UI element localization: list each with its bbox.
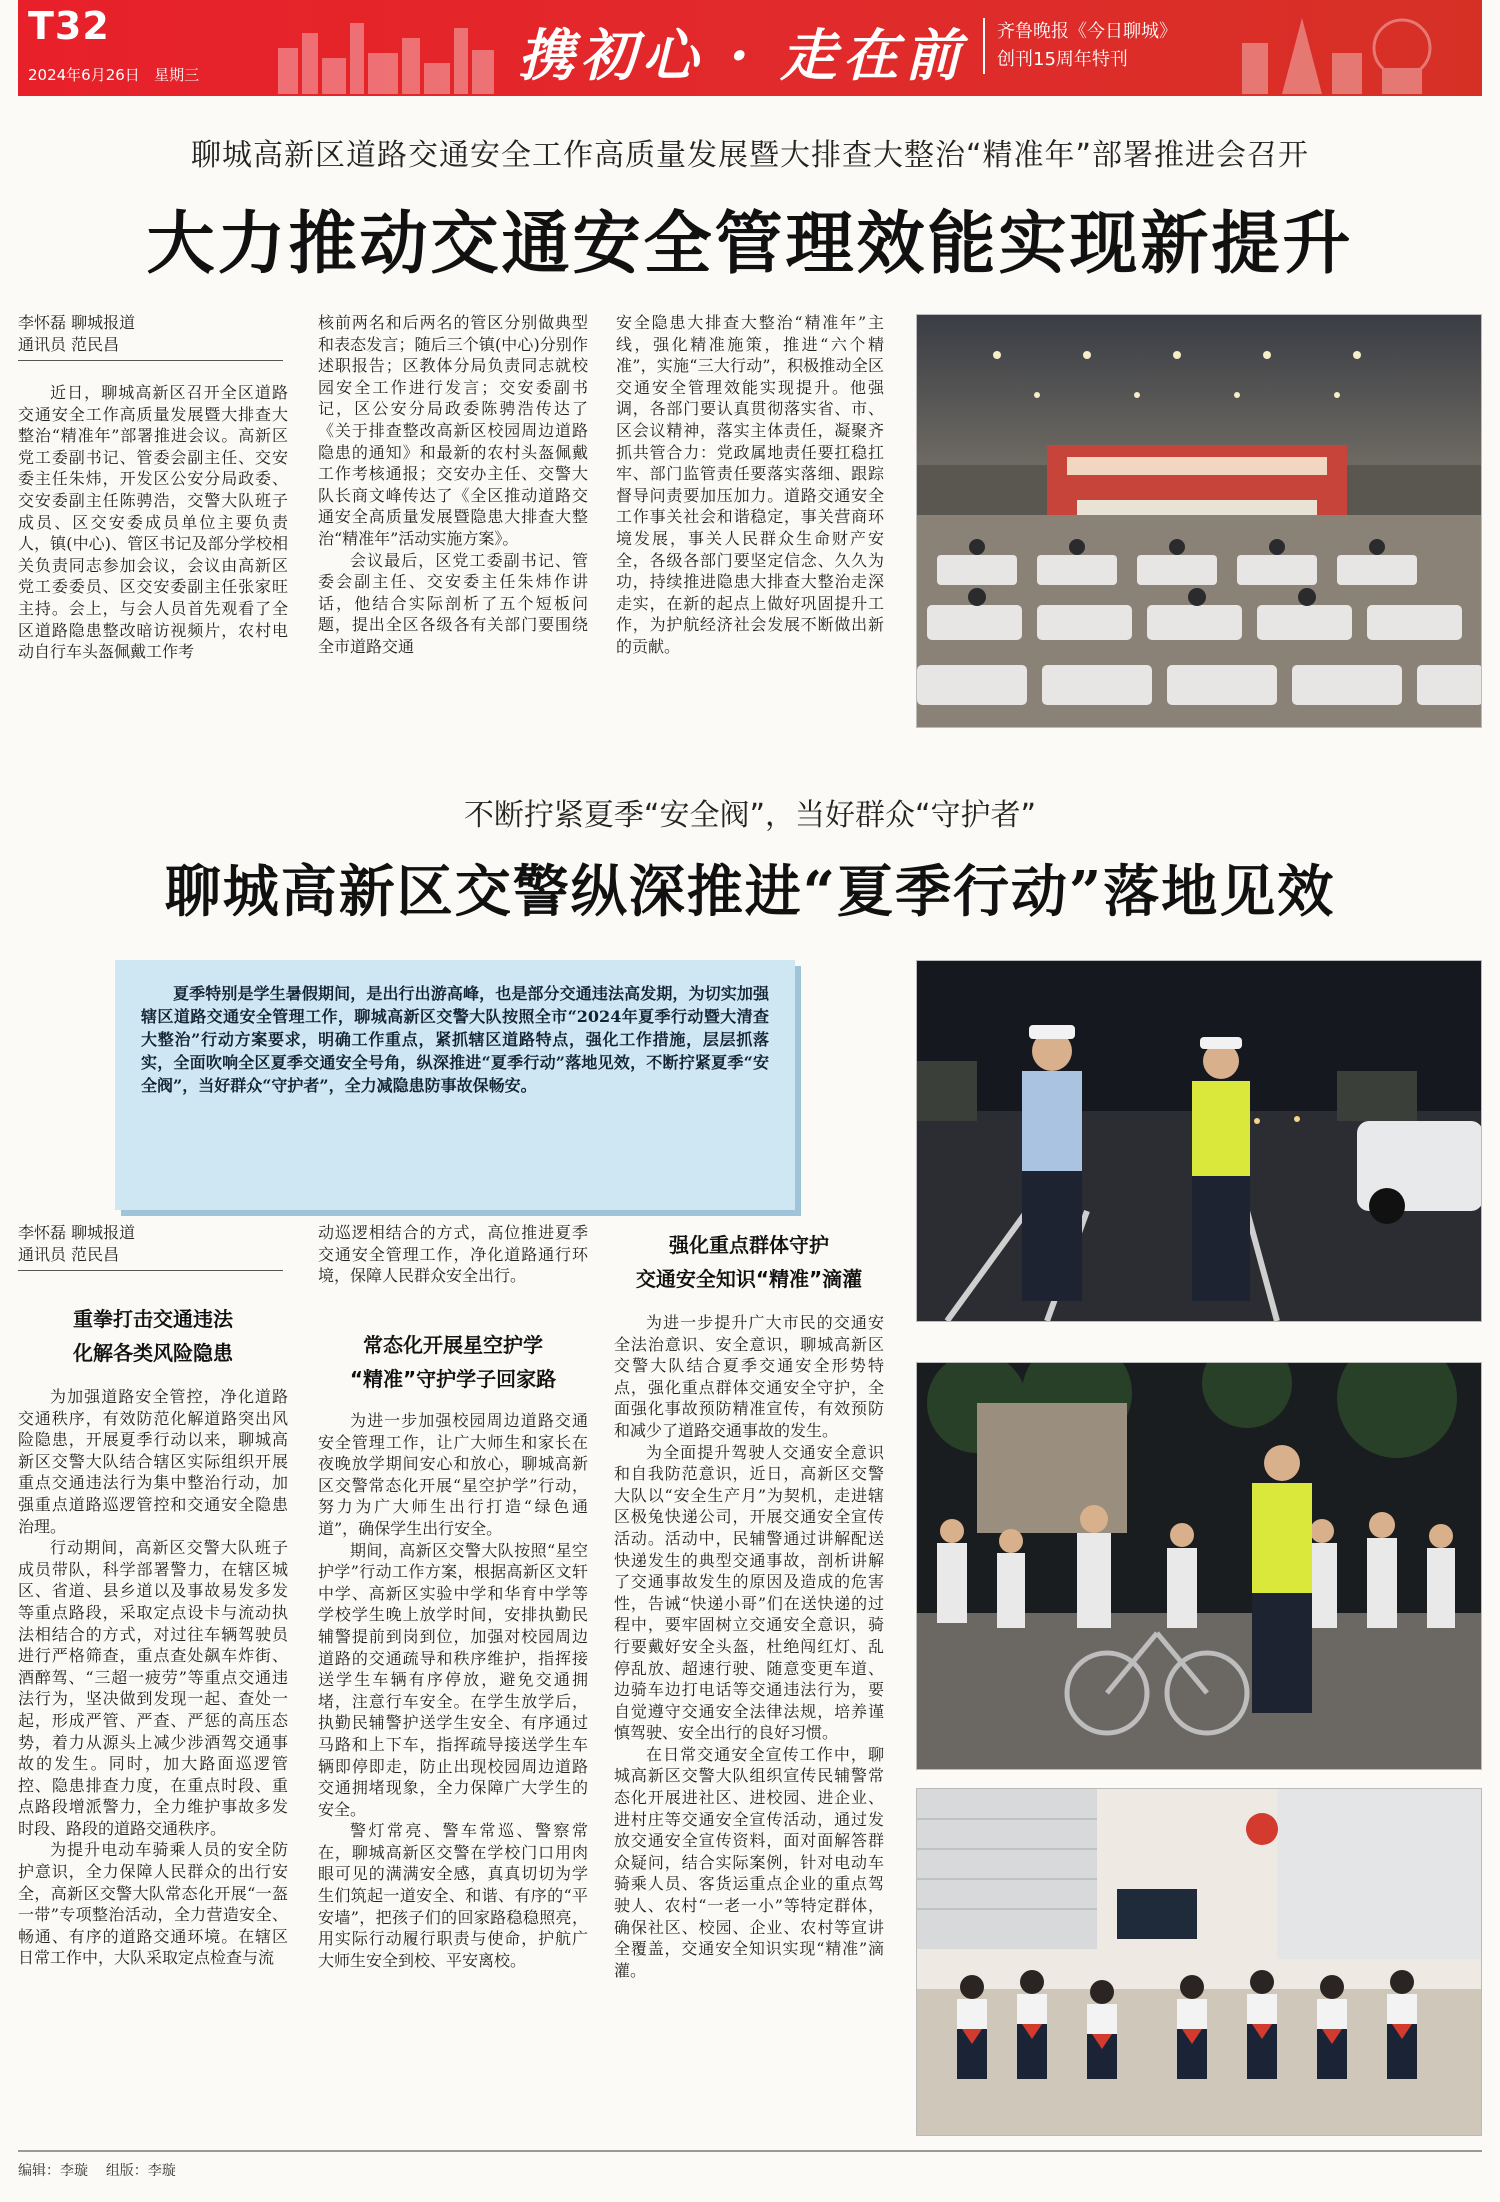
paragraph: 期间，高新区交警大队按照“星空护学”行动工作方案，根据高新区文轩中学、高新区实验中学和华育中学等学校学生晚上放学时间，安排执勤民辅警提前到岗到位，加强对校园周边道路的交通疏导和秩序维护，指挥接送学生车辆有序停放，避免交通拥堵，注意行车安全。在学生放学后，执勤民辅警护送学生安全、有序通过马路和上下车，指挥疏导接送学生车辆即停即走，防止出现校园周边道路交通拥堵现象，全力保障广大学生的安全。 bbox=[318, 1540, 588, 1819]
paragraph: 近日，聊城高新区召开全区道路交通安全工作高质量发展暨大排查大整治“精准年”部署推进会议。高新区党工委副书记、管委会副主任、交安委主任朱炜，开发区公安分局政委、交安委副主任陈骋浩，交警大队班子成员、区交安委成员单位主要负责人，镇(中心)、管区书记及部分学校相关负责同志参加会议，会议由高新区党工委委员、区交安委副主任张家旺主持。会上，与会人员首先观看了全区道路隐患整改暗访视频片，农村电动自行车头盔佩戴工作考 bbox=[18, 383, 288, 662]
article2-column-1 bbox=[18, 1386, 288, 2140]
lead-paragraph: 夏季特别是学生暑假期间，是出行出游高峰，也是部分交通违法高发期，为切实加强辖区道路交通安全管理工作，聊城高新区交警大队按照全市“2024年夏季行动暨大清查大整治”行动方案要求，明确工作重点，紧抓辖区道路特点，强化工作措施，层层抓落实，全面吹响全区夏季交通安全号角，纵深推进“夏季行动”落地见效，不断拧紧夏季“安全阀”，当好群众“守护者”，全力减隐患防事故保畅安。 bbox=[141, 984, 769, 1095]
traffic-police-night-photo bbox=[916, 960, 1482, 1322]
issue-date bbox=[28, 64, 199, 85]
subhead-line: 化解各类风险隐患 bbox=[73, 1341, 233, 1365]
masthead-slogan: 携初心 · 走在前 bbox=[518, 23, 967, 89]
byline-correspondent: 通讯员 范民昌 bbox=[18, 1245, 120, 1264]
page-footer bbox=[18, 2150, 1482, 2180]
weekday: 星期三 bbox=[154, 66, 200, 84]
subhead-line: 强化重点群体守护 bbox=[669, 1233, 829, 1257]
paragraph: 核前两名和后两名的管区分别做典型和表态发言；随后三个镇(中心)分别作述职报告；区教体分局负责同志就校园安全工作进行发言；交安委副书记，区公安分局政委陈骋浩传达了《关于排查整改高新区校园周边道路隐患的通知》和最新的农村头盔佩戴工作考核通报；交安办主任、交警大队长商文峰传达了《全区推动道路交通安全高质量发展暨隐患大排查大整治“精准年”活动实施方案》。 bbox=[318, 313, 588, 548]
students-escort-photo bbox=[916, 1362, 1482, 1770]
paragraph: 会议最后，区党工委副书记、管委会副主任、交安委主任朱炜作讲话，他结合实际剖析了五个短板问题，提出全区各级各有关部门要围绕全市道路交通 bbox=[318, 550, 588, 656]
article2-column-3 bbox=[614, 1312, 884, 2140]
article2-lead-box bbox=[115, 960, 795, 1210]
subhead-key-groups bbox=[614, 1228, 884, 1296]
article2-column-2 bbox=[318, 1410, 588, 2140]
masthead-paper-info bbox=[983, 18, 1177, 74]
paragraph: 为加强道路安全管控，净化道路交通秩序，有效防范化解道路突出风险隐患，开展夏季行动以来，聊城高新区交警大队结合辖区实际组织开展重点交通违法行为集中整治行动，加强重点道路巡逻管控和交通安全隐患治理。 bbox=[18, 1387, 288, 1536]
article1-headline: 大力推动交通安全管理效能实现新提升 bbox=[146, 204, 1354, 284]
anniversary-label: 创刊15周年特刊 bbox=[997, 49, 1128, 70]
paper-name: 齐鲁晚报《今日聊城》 bbox=[997, 21, 1177, 42]
article2-column-2-top bbox=[318, 1222, 588, 1322]
classroom-education-photo bbox=[916, 1788, 1482, 2136]
traffic-police-illustration bbox=[917, 961, 1482, 1322]
byline-correspondent: 通讯员 范民昌 bbox=[18, 335, 120, 354]
subhead-crackdown bbox=[18, 1302, 288, 1370]
article1-column-1 bbox=[18, 382, 288, 737]
paragraph: 动巡逻相结合的方式，高位推进夏季交通安全管理工作，净化道路通行环境，保障人民群众安全出行。 bbox=[318, 1223, 588, 1286]
byline-reporter: 李怀磊 聊城报道 bbox=[18, 1223, 136, 1242]
conference-hall-photo bbox=[916, 314, 1482, 728]
conference-hall-illustration bbox=[917, 315, 1482, 728]
skyline-graphic-right bbox=[1232, 8, 1452, 94]
paragraph: 为全面提升驾驶人交通安全意识和自我防范意识，近日，高新区交警大队以“安全生产月”为契机，走进辖区极兔快递公司，开展交通安全宣传活动。活动中，民辅警通过讲解配送快递发生的典型交通事故，剖析讲解了交通事故发生的原因及造成的危害性，告诫“快递小哥”们在送快递的过程中，要牢固树立交通安全意识，骑行要戴好安全头盔，杜绝闯红灯、乱停乱放、超速行驶、随意变更车道、边骑车边打电话等交通违法行为，要自觉遵守交通安全法律法规，培养谨慎驾驶、安全出行的良好习惯。 bbox=[614, 1442, 884, 1743]
article1-column-2 bbox=[318, 312, 588, 737]
paragraph: 警灯常亮、警车常巡、警察常在，聊城高新区交警在学校门口用肉眼可见的满满安全感，真真切切为学生们筑起一道安全、和谐、有序的“平安墙”，把孩子们的回家路稳稳照亮，用实际行动履行职责与使命，护航广大师生安全到校、平安离校。 bbox=[318, 1821, 588, 1970]
article1-column-3 bbox=[616, 312, 884, 737]
students-escort-illustration bbox=[917, 1363, 1482, 1770]
editor-credit: 编辑：李璇 bbox=[18, 2163, 88, 2179]
article2-kicker: 不断拧紧夏季“安全阀”，当好群众“守护者” bbox=[463, 798, 1037, 833]
article1-kicker: 聊城高新区道路交通安全工作高质量发展暨大排查大整治“精准年”部署推进会召开 bbox=[190, 138, 1310, 173]
article2-headline: 聊城高新区交警纵深推进“夏季行动”落地见效 bbox=[164, 859, 1336, 925]
classroom-illustration bbox=[917, 1789, 1482, 2136]
paragraph: 为进一步提升广大市民的交通安全法治意识、安全意识，聊城高新区交警大队结合夏季交通安全形势特点，强化重点群体交通安全守护，全面强化事故预防精准宣传，有效预防和减少了道路交通事故的发生。 bbox=[614, 1313, 884, 1440]
layout-credit: 组版：李璇 bbox=[105, 2163, 176, 2179]
byline-reporter: 李怀磊 聊城报道 bbox=[18, 313, 136, 332]
paragraph: 在日常交通安全宣传工作中，聊城高新区交警大队组织宣传民辅警常态化开展进社区、进校园、进企业、进村庄等交通安全宣传活动，通过发放交通安全宣传资料，面对面解答群众疑问，结合实际案例，针对电动车骑乘人员、客货运重点企业的重点驾驶人、农村“一老一小”等特定群体，确保社区、校园、企业、农村等宣讲全覆盖，交通安全知识实现“精准”滴灌。 bbox=[614, 1744, 884, 1980]
date: 2024年6月26日 bbox=[28, 66, 140, 84]
page-number: T32 bbox=[28, 4, 110, 48]
subhead-line: 交通安全知识“精准”滴灌 bbox=[635, 1267, 863, 1291]
article1-byline bbox=[18, 312, 283, 361]
subhead-line: “精准”守护学子回家路 bbox=[349, 1367, 557, 1391]
article2-byline bbox=[18, 1222, 283, 1271]
masthead bbox=[18, 0, 1482, 96]
paragraph: 安全隐患大排查大整治“精准年”主线，强化精准施策，推进“六个精准”，实施“三大行动”，积极推动全区交通安全管理效能实现提升。他强调，各部门要认真贯彻落实省、市、区会议精神，落实主体责任，凝聚齐抓共管合力：党政属地责任要扛稳扛牢、部门监管责任要落实落细、跟踪督导问责要加压加力。道路交通安全工作事关社会和谐稳定，事关营商环境发展，事关人民群众生命财产安全，各级各部门要坚定信念、久久为功，持续推进隐患大排查大整治走深走实，在新的起点上做好巩固提升工作，为护航经济社会发展不断做出新的贡献。 bbox=[616, 313, 884, 656]
paragraph: 行动期间，高新区交警大队班子成员带队，科学部署警力，在辖区城区、省道、县乡道以及事故易发多发等重点路段，采取定点设卡与流动执法相结合的方式，对过往车辆驾驶员进行严格筛查，重点查处飙车炸街、酒醉驾、“三超一疲劳”等重点交通违法行为，坚决做到发现一起、查处一起，形成严管、严查、严惩的高压态势，着力从源头上减少涉酒驾交通事故的发生。同时，加大路面巡逻管控、隐患排查力度，在重点时段、重点路段增派警力，全力维护事故多发时段、路段的道路交通秩序。 bbox=[18, 1538, 288, 1838]
subhead-star-escort bbox=[318, 1328, 588, 1396]
subhead-line: 常态化开展星空护学 bbox=[363, 1333, 543, 1357]
paragraph: 为进一步加强校园周边道路交通安全管理工作，让广大师生和家长在夜晚放学期间安心和放心，聊城高新区交警常态化开展“星空护学”行动，努力为广大师生出行打造“绿色通道”，确保学生出行安全。 bbox=[318, 1411, 588, 1538]
paragraph: 为提升电动车骑乘人员的安全防护意识，全力保障人民群众的出行安全，高新区交警大队常态化开展“一盔一带”专项整治活动，全力营造安全、畅通、有序的道路交通环境。在辖区日常工作中，大队采取定点检查与流 bbox=[18, 1840, 288, 1968]
subhead-line: 重拳打击交通违法 bbox=[73, 1307, 233, 1331]
